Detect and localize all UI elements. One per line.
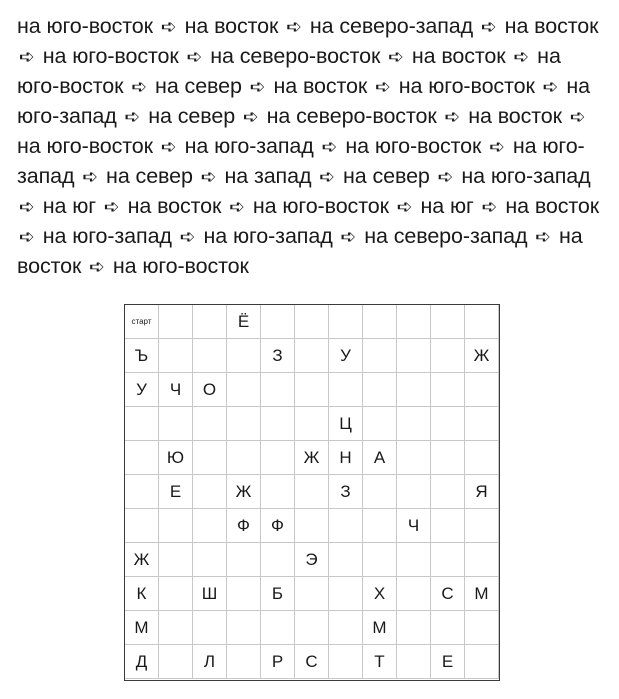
grid-cell: [227, 543, 261, 577]
grid-cell: [431, 543, 465, 577]
instructions-text: [17, 12, 607, 282]
arrow-right-icon: ➪: [489, 137, 506, 158]
grid-row: [125, 475, 499, 509]
grid-cell: Ю: [159, 441, 193, 475]
grid-cell: [363, 509, 397, 543]
grid-cell: [261, 611, 295, 645]
arrow-right-icon: ➪: [200, 167, 217, 188]
grid-cell: [431, 407, 465, 441]
grid-cell: [329, 509, 363, 543]
arrow-right-icon: ➪: [242, 107, 259, 128]
grid-cell: [431, 475, 465, 509]
start-cell: старт: [125, 305, 159, 339]
arrow-right-icon: ➪: [321, 137, 338, 158]
grid-cell: [295, 475, 329, 509]
grid-cell: [261, 305, 295, 339]
grid-cell: [261, 475, 295, 509]
grid-cell: А: [363, 441, 397, 475]
grid-cell: [295, 407, 329, 441]
grid-cell: [159, 611, 193, 645]
arrow-right-icon: ➪: [19, 47, 35, 68]
grid-cell: [363, 339, 397, 373]
grid-cell: Т: [363, 645, 397, 679]
direction-step: на юго-восток: [17, 134, 153, 158]
grid-cell: [329, 645, 363, 679]
grid-cell: [465, 407, 499, 441]
direction-step: на восток: [17, 224, 583, 278]
arrow-right-icon: ➪: [249, 77, 266, 98]
grid-cell: [295, 611, 329, 645]
grid-row: [125, 373, 499, 407]
grid-cell: Ж: [295, 441, 329, 475]
direction-step: на запад: [224, 164, 312, 188]
direction-step: на северо-запад: [309, 14, 474, 38]
grid-cell: [465, 645, 499, 679]
grid-cell: [193, 611, 227, 645]
grid-cell: М: [363, 611, 397, 645]
grid-cell: [193, 441, 227, 475]
arrow-right-icon: ➪: [82, 167, 99, 188]
grid-cell: [363, 373, 397, 407]
grid-cell: [193, 543, 227, 577]
direction-step: на северо-восток: [266, 104, 437, 128]
grid-cell: [193, 407, 227, 441]
grid-cell: [125, 475, 159, 509]
arrow-right-icon: ➪: [396, 197, 413, 218]
grid-cell: [431, 611, 465, 645]
grid-cell: Ж: [125, 543, 159, 577]
grid-cell: Я: [465, 475, 499, 509]
direction-step: на север: [342, 164, 430, 188]
arrow-right-icon: ➪: [481, 197, 498, 218]
grid-cell: [261, 543, 295, 577]
direction-step: на юго-восток: [17, 14, 153, 38]
grid-row: [125, 577, 499, 611]
grid-cell: [159, 339, 193, 373]
grid-cell: [431, 441, 465, 475]
direction-step: на юго-запад: [17, 134, 585, 188]
arrow-right-icon: ➪: [340, 227, 357, 248]
grid-cell: [227, 441, 261, 475]
grid-row: [125, 339, 499, 373]
direction-step: на север: [155, 74, 242, 98]
grid-cell: [193, 339, 227, 373]
grid-cell: Ч: [397, 509, 431, 543]
grid-cell: [431, 509, 465, 543]
grid-cell: [329, 305, 363, 339]
arrow-right-icon: ➪: [542, 77, 559, 98]
grid-cell: [363, 543, 397, 577]
grid-cell: [159, 407, 193, 441]
grid-cell: [227, 645, 261, 679]
grid-cell: [397, 543, 431, 577]
grid-cell: [397, 611, 431, 645]
direction-step: на восток: [504, 14, 599, 38]
grid-cell: Ё: [227, 305, 261, 339]
arrow-right-icon: ➪: [160, 17, 177, 38]
grid-cell: М: [125, 611, 159, 645]
grid-cell: [193, 305, 227, 339]
arrow-right-icon: ➪: [535, 227, 552, 248]
grid-cell: [431, 373, 465, 407]
grid-cell: [397, 407, 431, 441]
grid-row: [125, 305, 499, 339]
grid-cell: К: [125, 577, 159, 611]
grid-cell: [363, 407, 397, 441]
grid-cell: Ц: [329, 407, 363, 441]
grid-cell: [261, 441, 295, 475]
direction-step: на юго-запад: [17, 74, 590, 128]
grid-cell: [227, 577, 261, 611]
grid-cell: [329, 577, 363, 611]
grid-cell: Ж: [465, 339, 499, 373]
direction-step: на север: [106, 164, 193, 188]
grid-cell: [397, 577, 431, 611]
direction-step: на юго-запад: [461, 164, 591, 188]
arrow-right-icon: ➪: [186, 47, 203, 68]
direction-step: на северо-запад: [364, 224, 528, 248]
grid-cell: [227, 373, 261, 407]
grid-cell: Е: [431, 645, 465, 679]
grid-cell: [465, 373, 499, 407]
grid-cell: Ъ: [125, 339, 159, 373]
direction-step: на северо-восток: [210, 44, 381, 68]
direction-step: на восток: [468, 104, 562, 128]
grid-cell: [261, 373, 295, 407]
direction-step: на юго-запад: [203, 224, 333, 248]
grid-cell: [295, 509, 329, 543]
grid-cell: Э: [295, 543, 329, 577]
arrow-right-icon: ➪: [229, 197, 246, 218]
direction-step: на юго-восток: [112, 254, 249, 278]
direction-step: на юго-восток: [42, 44, 179, 68]
direction-step: на восток: [505, 194, 600, 218]
grid-cell: Н: [329, 441, 363, 475]
grid-cell: [363, 475, 397, 509]
direction-step: на юго-восток: [252, 194, 389, 218]
grid-cell: Р: [261, 645, 295, 679]
direction-step: на восток: [273, 74, 368, 98]
grid-cell: [397, 475, 431, 509]
arrow-right-icon: ➪: [179, 227, 196, 248]
arrow-right-icon: ➪: [131, 77, 148, 98]
grid-row: [125, 543, 499, 577]
direction-step: на восток: [411, 44, 506, 68]
arrow-right-icon: ➪: [319, 167, 336, 188]
grid-cell: [465, 441, 499, 475]
grid-cell: Ф: [261, 509, 295, 543]
grid-cell: [397, 305, 431, 339]
direction-step: на юго-запад: [184, 134, 314, 158]
grid-cell: [329, 543, 363, 577]
grid-cell: [465, 611, 499, 645]
grid-cell: Ж: [227, 475, 261, 509]
grid-cell: [465, 543, 499, 577]
grid-cell: [363, 305, 397, 339]
grid-cell: [295, 305, 329, 339]
arrow-right-icon: ➪: [444, 107, 461, 128]
grid-cell: У: [329, 339, 363, 373]
arrow-right-icon: ➪: [19, 227, 35, 248]
grid-cell: [397, 339, 431, 373]
arrow-right-icon: ➪: [437, 167, 454, 188]
grid-cell: [159, 577, 193, 611]
grid-cell: [227, 407, 261, 441]
grid-cell: [465, 509, 499, 543]
arrow-right-icon: ➪: [480, 17, 497, 38]
grid-cell: [227, 611, 261, 645]
grid-cell: [295, 373, 329, 407]
arrow-right-icon: ➪: [124, 107, 141, 128]
grid-cell: Ш: [193, 577, 227, 611]
direction-step: на север: [148, 104, 236, 128]
grid-cell: [431, 339, 465, 373]
direction-step: на восток: [127, 194, 222, 218]
grid-cell: [295, 339, 329, 373]
grid-cell: [227, 339, 261, 373]
direction-step: на юго-восток: [17, 44, 561, 98]
arrow-right-icon: ➪: [375, 77, 391, 98]
direction-step: на юго-запад: [42, 224, 172, 248]
grid-cell: Б: [261, 577, 295, 611]
grid-cell: [159, 543, 193, 577]
grid-cell: [193, 509, 227, 543]
grid-row: [125, 509, 499, 543]
grid-cell: [125, 441, 159, 475]
grid-cell: [397, 645, 431, 679]
grid-cell: У: [125, 373, 159, 407]
grid-row: [125, 611, 499, 645]
grid-cell: [159, 645, 193, 679]
grid-cell: [125, 509, 159, 543]
grid-cell: Ч: [159, 373, 193, 407]
grid-cell: Е: [159, 475, 193, 509]
grid-cell: С: [431, 577, 465, 611]
grid-cell: [193, 475, 227, 509]
direction-step: на юг: [420, 194, 474, 218]
arrow-right-icon: ➪: [160, 137, 177, 158]
direction-step: на юго-восток: [345, 134, 482, 158]
grid-cell: З: [261, 339, 295, 373]
direction-step: на юг: [42, 194, 96, 218]
grid-cell: [159, 305, 193, 339]
grid-row: [125, 645, 499, 679]
grid-cell: [261, 407, 295, 441]
grid-cell: [465, 305, 499, 339]
grid-cell: З: [329, 475, 363, 509]
letter-grid: [124, 304, 499, 679]
grid-cell: О: [193, 373, 227, 407]
grid-cell: Ф: [227, 509, 261, 543]
grid-cell: М: [465, 577, 499, 611]
grid-cell: Д: [125, 645, 159, 679]
grid-cell: [125, 407, 159, 441]
grid-cell: [295, 577, 329, 611]
grid-cell: [329, 373, 363, 407]
grid-cell: [397, 441, 431, 475]
arrow-right-icon: ➪: [19, 197, 35, 218]
grid-cell: [431, 305, 465, 339]
arrow-right-icon: ➪: [103, 197, 120, 218]
grid-cell: [159, 509, 193, 543]
arrow-right-icon: ➪: [286, 17, 303, 38]
grid-cell: С: [295, 645, 329, 679]
grid-cell: [329, 611, 363, 645]
direction-step: на восток: [184, 14, 279, 38]
grid-row: [125, 407, 499, 441]
arrow-right-icon: ➪: [388, 47, 404, 68]
direction-step: на юго-восток: [398, 74, 535, 98]
grid-cell: Х: [363, 577, 397, 611]
grid-cell: [397, 373, 431, 407]
arrow-right-icon: ➪: [569, 107, 586, 128]
grid-cell: Л: [193, 645, 227, 679]
arrow-right-icon: ➪: [513, 47, 530, 68]
arrow-right-icon: ➪: [89, 257, 105, 278]
grid-row: [125, 441, 499, 475]
